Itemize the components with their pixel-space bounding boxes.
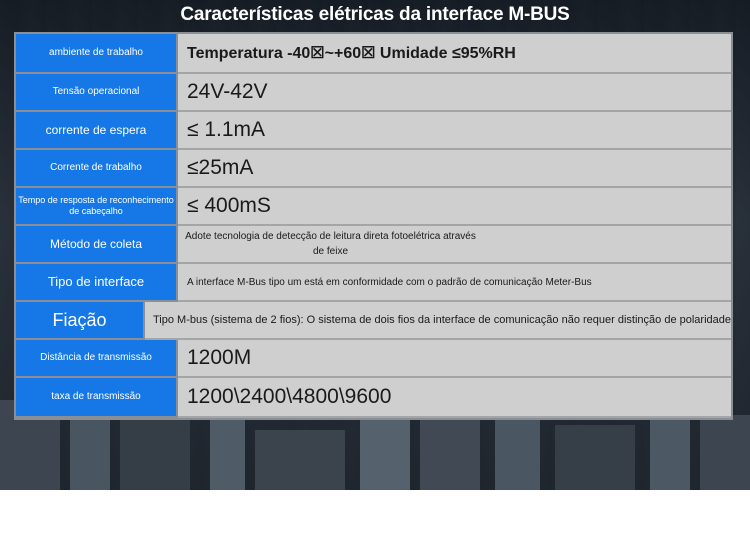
row-label: Corrente de trabalho [16, 150, 178, 188]
table-row [16, 74, 731, 112]
page-title: Características elétricas da interface M-BUS [180, 4, 570, 25]
row-label: corrente de espera [16, 112, 178, 150]
row-label: Tipo de interface [16, 264, 178, 302]
row-value: Temperatura -40☒~+60☒ Umidade ≤95%RH [178, 34, 731, 74]
table-row [16, 340, 731, 378]
row-label: Distância de transmissão [16, 340, 178, 378]
table-row [16, 264, 731, 302]
row-value: 24V-42V [178, 74, 731, 112]
spec-table [14, 32, 733, 420]
row-label: Tensão operacional [16, 74, 178, 112]
row-value: A interface M-Bus tipo um está em conformidade com o padrão de comunicação Meter-Bus [178, 264, 731, 302]
row-label: Tempo de resposta de reconhecimento de cabeçalho [16, 188, 178, 226]
table-row [16, 302, 731, 340]
row-value-filler [478, 226, 731, 264]
row-value: Adote tecnologia de detecção de leitura direta fotoelétrica através de feixe [178, 226, 478, 264]
table-row [16, 188, 731, 226]
table-row [16, 226, 731, 264]
row-value: ≤ 400mS [178, 188, 731, 226]
table-row [16, 150, 731, 188]
row-value: Tipo M-bus (sistema de 2 fios): O sistema de dois fios da interface de comunicação não requer distinção de polaridade [145, 302, 731, 340]
row-value: 1200\2400\4800\9600 [178, 378, 731, 418]
table-row [16, 378, 731, 418]
row-label: Método de coleta [16, 226, 178, 264]
row-label: ambiente de trabalho [16, 34, 178, 74]
row-label: Fiação [16, 302, 145, 340]
table-row [16, 34, 731, 74]
row-value: ≤ 1.1mA [178, 112, 731, 150]
table-row [16, 112, 731, 150]
row-value: ≤25mA [178, 150, 731, 188]
row-value: 1200M [178, 340, 731, 378]
row-label: taxa de transmissão [16, 378, 178, 418]
